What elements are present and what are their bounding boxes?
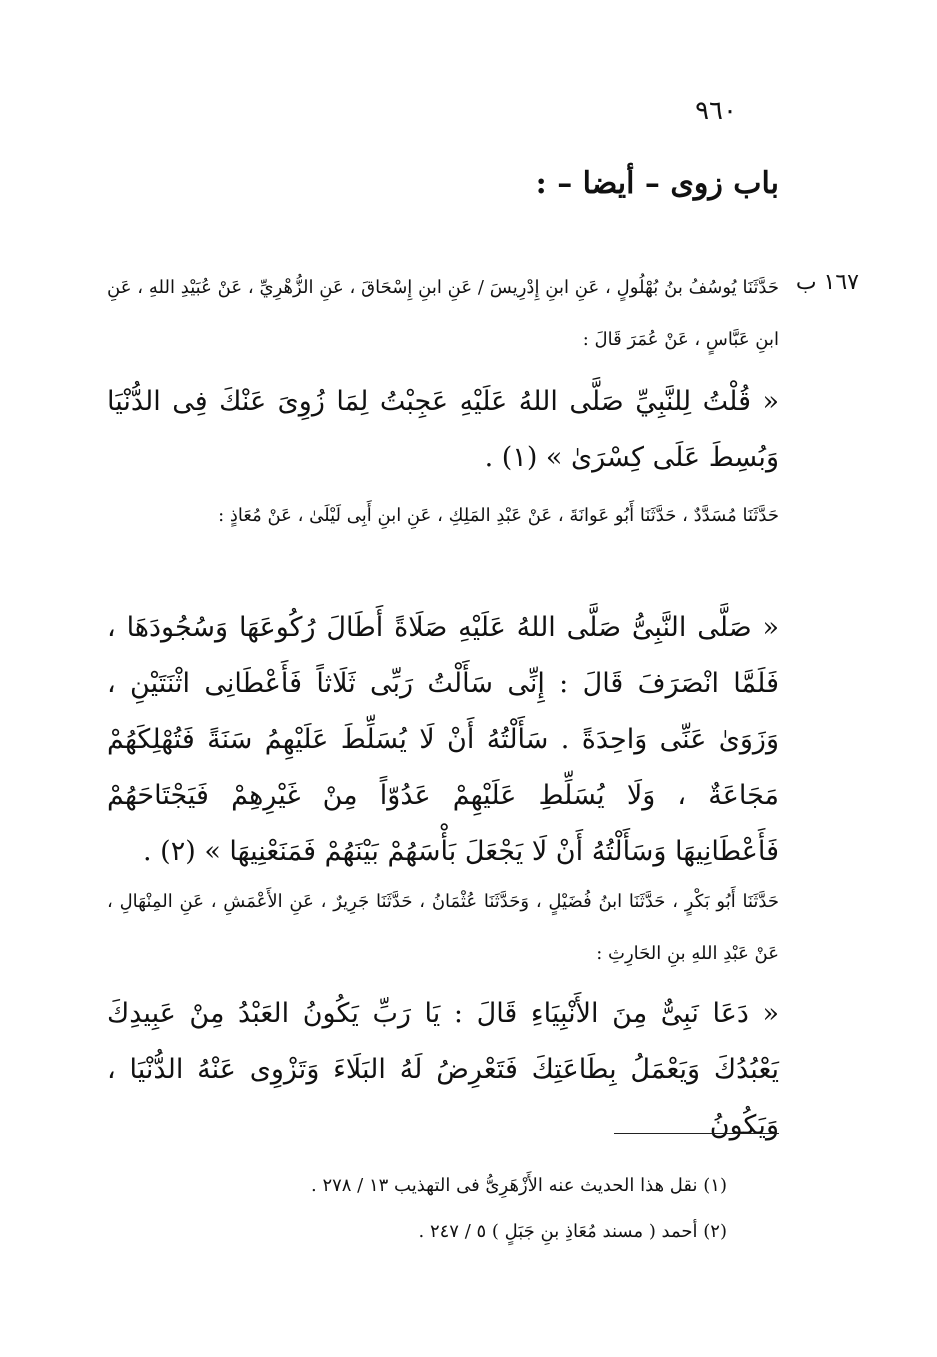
footnote-divider [614, 1133, 779, 1134]
footnotes [311, 1163, 727, 1255]
hadith-2-isnad: حَدَّثَنَا مُسَدَّدٌ ، حَدَّثَنَا أَبُو عَوانَةَ ، عَنْ عَبْدِ المَلِكِ ، عَنِ ابنِ أَبِى لَيْلَىٰ ، عَنْ مُعَاذٍ : [218, 505, 779, 526]
hadith-3-matn: « دَعَا نَبِىٌّ مِنَ الأَنْبِيَاءِ قَالَ : يَا رَبِّ يَكُونُ العَبْدُ مِنْ عَبِيدِكَ يَعْبُدُكَ وَيَعْمَلُ بِطَاعَتِكَ فَتَعْرِضُ لَهُ البَلَاءَ وَتَزْوِى عَنْهُ الدُّنْيَا ، وَيَكُونُ [107, 998, 779, 1141]
hadith-3-isnad: حَدَّثَنَا أَبُو بَكْرٍ ، حَدَّثَنَا ابنُ فُضَيْلٍ ، وَحَدَّثَنَا عُثْمَانُ ، حَدَّثَنَا جَرِيرٌ ، عَنِ الأَعْمَشِ ، عَنِ المِنْهَالِ ، عَنْ عَبْدِ اللهِ بنِ الحَارِثِ : [107, 891, 779, 964]
hadith-1-matn: « قُلْتُ لِلنَّبِيِّ صَلَّى اللهُ عَلَيْهِ عَجِبْتُ لِمَا زُوِىَ عَنْكَ فِى الدُّنْيَا وَبُسِطَ عَلَى كِسْرَىٰ » (١) . [107, 386, 779, 473]
footnote-1: (١) نقل هذا الحديث عنه الأَزْهَرِىُّ فى التهذيب ١٣ / ٢٧٨ . [310, 1175, 727, 1196]
manuscript-folio-note: ١٦٧ ب [795, 270, 859, 295]
footnote-2: (٢) أحمد ( مسند مُعَاذِ بنِ جَبَلٍ ) ٥ / ٢٤٧ . [418, 1221, 727, 1242]
hadith-2-matn: « صَلَّى النَّبِىُّ صَلَّى اللهُ عَلَيْهِ صَلَاةً أَطَالَ رُكُوعَهَا وَسُجُودَهَا ، فَلَمَّا انْصَرَفَ قَالَ : إِنِّى سَأَلْتُ رَبِّى ثَلَاثاً فَأَعْطَانِى اثْنَتَيْنِ ، وَزَوَىٰ عَنِّى وَاحِدَةً . سَأَلْتُهُ أَنْ لَا يُسَلِّطَ عَلَيْهِمُ سَنَةً فَتُهْلِكَهُمْ مَجَاعَةٌ ، وَلَا يُسَلِّطِ عَلَيْهِمْ عَدُوّاً مِنْ غَيْرِهِمْ فَيَجْتَاحَهُمْ فَأَعْطَانِيهَا وَسَأَلْتُهُ أَنْ لَا يَجْعَلَ بَأْسَهُمْ بَيْنَهُمْ فَمَنَعْنِيهَا » (٢) . [107, 612, 779, 867]
page-number: ٩٦٠ [695, 96, 737, 126]
hadith-1-isnad: حَدَّثَنَا يُوسُفُ بنُ بُهْلُولٍ ، عَنِ ابنِ إِدْرِيسَ / عَنِ ابنِ إِسْحَاقَ ، عَنِ الزُّهْرِيِّ ، عَنْ عُبَيْدِ اللهِ ، عَنِ ابنِ عَبَّاسٍ ، عَنْ عُمَرَ قَالَ : [107, 277, 779, 350]
chapter-title: باب زوى – أيضا – : [535, 166, 779, 201]
